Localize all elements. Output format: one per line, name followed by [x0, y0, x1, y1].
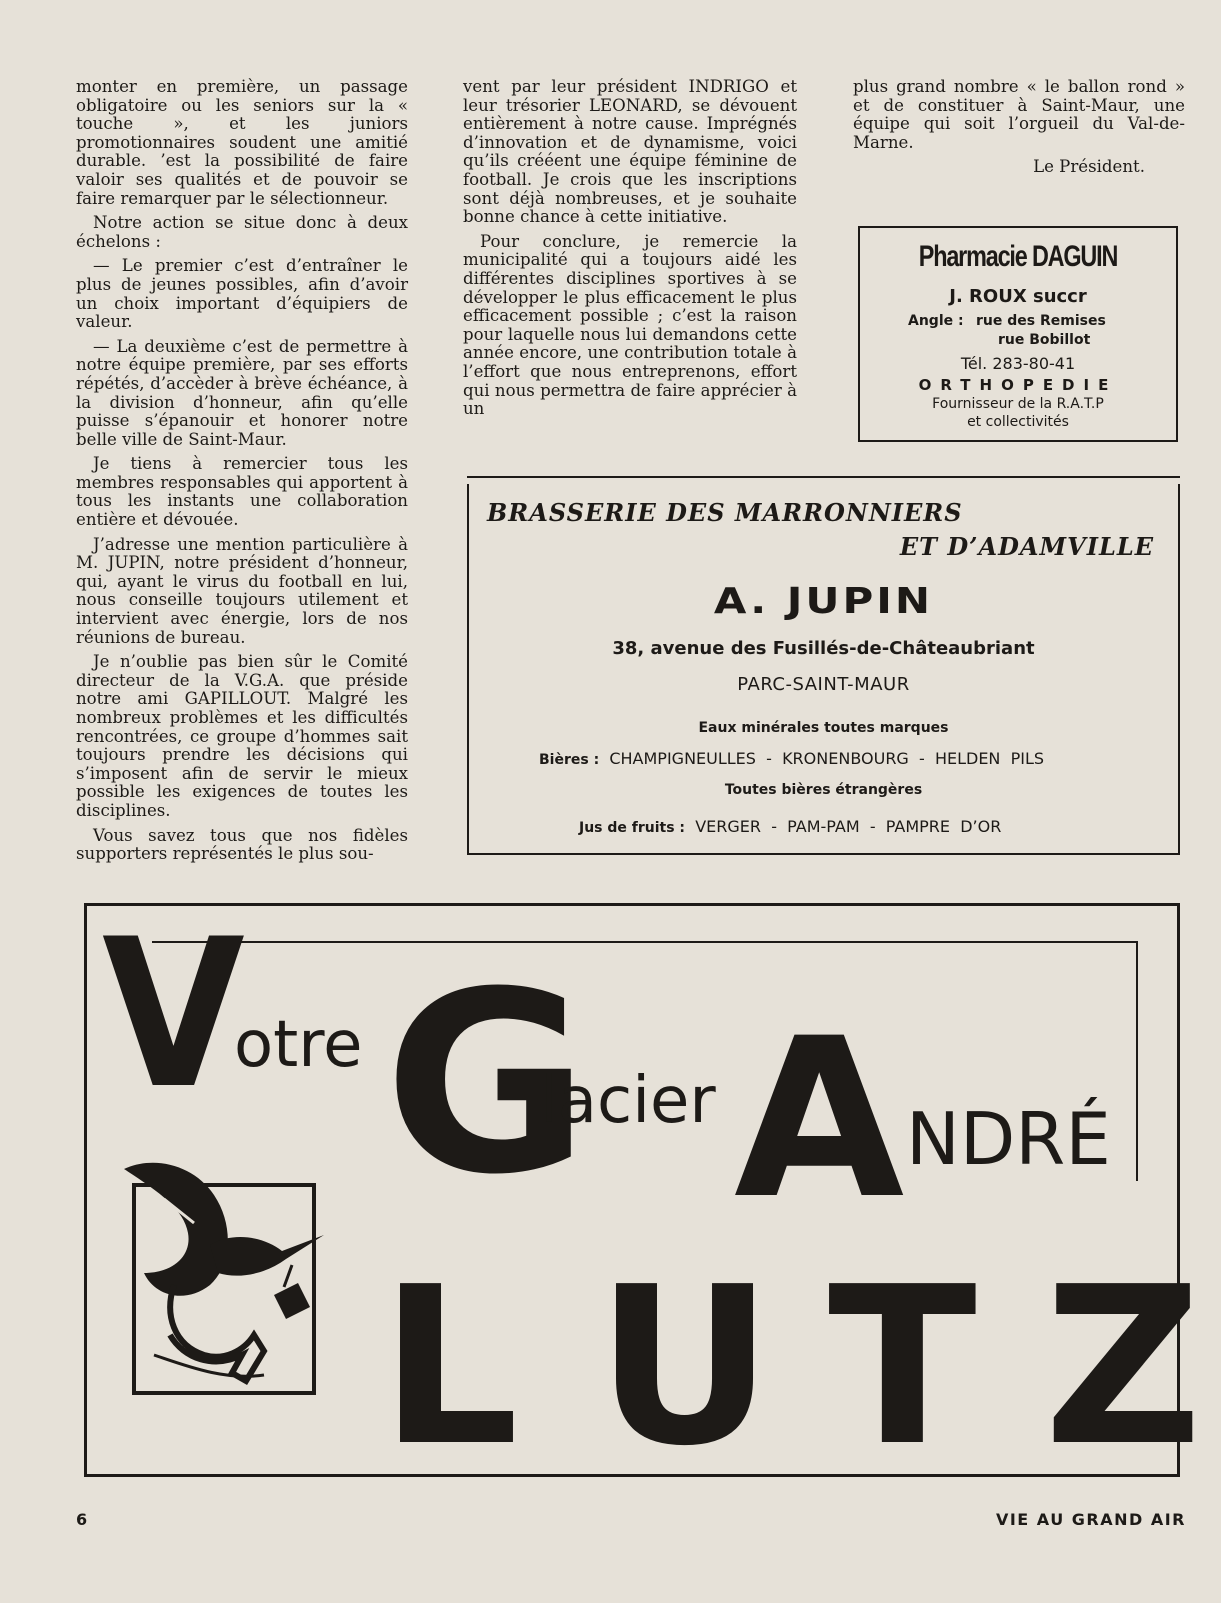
pharmacie-daguin-ad	[858, 226, 1178, 442]
glacier-letter-z: Z	[1044, 1241, 1203, 1494]
article-col1-paragraph: Je n’oublie pas bien sûr le Comité directeur de la V.G.A. que préside notre ami GAPILLOUT. Malgré les nombreux problèmes et les difficultés rencontrées, ce groupe d’hommes sait toujours prendre les décisions qui s’imposent afin de servir le mieux possible les exigences de toutes les disciplines.	[76, 652, 408, 820]
glacier-letter-v: V	[102, 896, 245, 1134]
glacier-letter-l: L	[380, 1241, 519, 1494]
brasserie-beers-label: Bières :	[539, 752, 600, 768]
glacier-letter-u: U	[596, 1241, 774, 1494]
article-column-1	[76, 78, 408, 870]
pharmacie-successor: J. ROUX succr	[949, 286, 1087, 307]
brasserie-marronniers-ad	[467, 476, 1180, 855]
article-col3-paragraph: plus grand nombre « le ballon rond » et de constituer à Saint-Maur, une équipe qui soit l’orgueil du Val-de-Marne.	[853, 77, 1185, 152]
pharmacie-telephone: Tél. 283-80-41	[960, 354, 1076, 373]
pharmacie-street-2: rue Bobillot	[998, 332, 1091, 348]
magazine-name: VIE AU GRAND AIR	[995, 1510, 1186, 1529]
glacier-letter-t: T	[828, 1241, 977, 1494]
brasserie-city: PARC-SAINT-MAUR	[737, 674, 910, 695]
brasserie-juices-label: Jus de fruits :	[579, 820, 686, 836]
brasserie-address: 38, avenue des Fusillés-de-Châteaubriant	[612, 638, 1035, 659]
brasserie-beers-line	[539, 749, 1044, 768]
brasserie-juices-line	[579, 817, 1001, 836]
article-column-3	[853, 78, 1185, 183]
glacier-andre-lutz-ad	[84, 896, 1203, 1494]
brasserie-waters: Eaux minérales toutes marques	[698, 720, 949, 736]
article-column-3-body	[853, 78, 1185, 152]
article-col1-paragraph: J’adresse une mention particulière à M. JUPIN, notre président d’honneur, qui, ayant le virus du football en lui, nous conseille toujours utilement et intervient avec énergie, lors de nos réunions de bureau.	[76, 534, 408, 647]
pharmacie-speciality: ORTHOPEDIE	[918, 376, 1118, 394]
article-col1-paragraph: Je tiens à remercier tous les membres responsables qui apportent à tous les instants une collaboration entière et dévouée.	[76, 454, 408, 530]
brasserie-title-line-1: BRASSERIE DES MARRONNIERS	[487, 498, 963, 527]
article-col1-paragraph: — Le premier c’est d’entraîner le plus de jeunes possibles, afin d’avoir un choix important d’équipiers de valeur.	[76, 256, 408, 332]
glacier-letter-g: G	[384, 938, 590, 1229]
brasserie-owner: A. JUPIN	[713, 579, 934, 622]
article-col1-paragraph: Vous savez tous que nos fidèles supporters représentés le plus sou-	[76, 825, 408, 864]
pharmacie-supplier: Fournisseur de la R.A.T.P	[932, 396, 1104, 412]
glacier-word-lacier: lacier	[540, 1064, 716, 1138]
article-col1-paragraph: — La deuxième c’est de permettre à notre équipe première, par ses efforts répétés, d’accèder à brève échéance, à la division d’honneur, afin qu’elle puisse s’épanouir et honorer notre belle ville de Saint-Maur.	[76, 336, 408, 449]
page-number: 6	[76, 1510, 88, 1529]
article-col2-paragraph: vent par leur président INDRIGO et leur trésorier LEONARD, se dévouent entièrement à notre cause. Imprégnés d’innovation et de dynamisme, voici qu’ils crééent une équipe féminine de football. Je crois que les inscriptions sont déjà nombreuses, et je souhaite bonne chance à cette initiative.	[463, 77, 797, 227]
glacier-word-ndre: NDRÉ	[906, 1097, 1111, 1181]
article-signature: Le Président.	[1033, 157, 1145, 177]
article-col1-paragraph: monter en première, un passage obligatoire ou les seniors sur la « touche », et les juniors promotionnaires soudent une amitié durable. ’est la possibilité de faire valoir ses qualités et de pouvoir se faire remarquer par le sélectionneur.	[76, 77, 408, 208]
pharmacie-angle-label: Angle :	[908, 313, 964, 329]
article-column-2	[463, 78, 797, 425]
brasserie-foreign-beers: Toutes bières étrangères	[724, 782, 923, 798]
pharmacie-name: Pharmacie DAGUIN	[918, 240, 1118, 273]
pharmacie-collectivities: et collectivités	[967, 414, 1069, 430]
brasserie-beers-list: CHAMPIGNEULLES - KRONENBOURG - HELDEN PILS	[609, 749, 1045, 768]
article-col2-paragraph: Pour conclure, je remercie la municipalité qui a toujours aidé les différentes disciplines sportives à se développer le plus efficacement le plus efficacement possible ; c’est la raison pour laquelle nous lui demandons cette année encore, une contribution totale à l’effort que nous entreprenons, effort qui nous permettra de faire apprécier à un	[463, 231, 797, 419]
stork-illustration-icon	[114, 1155, 336, 1401]
pharmacie-street-1: rue des Remises	[976, 313, 1106, 329]
glacier-letter-a: A	[734, 991, 905, 1247]
brasserie-title-line-2: ET D’ADAMVILLE	[899, 532, 1154, 561]
glacier-word-otre: otre	[234, 1008, 363, 1082]
article-col1-paragraph: Notre action se situe donc à deux échelons :	[76, 213, 408, 251]
brasserie-juices-list: VERGER - PAM-PAM - PAMPRE D’OR	[695, 817, 1002, 836]
